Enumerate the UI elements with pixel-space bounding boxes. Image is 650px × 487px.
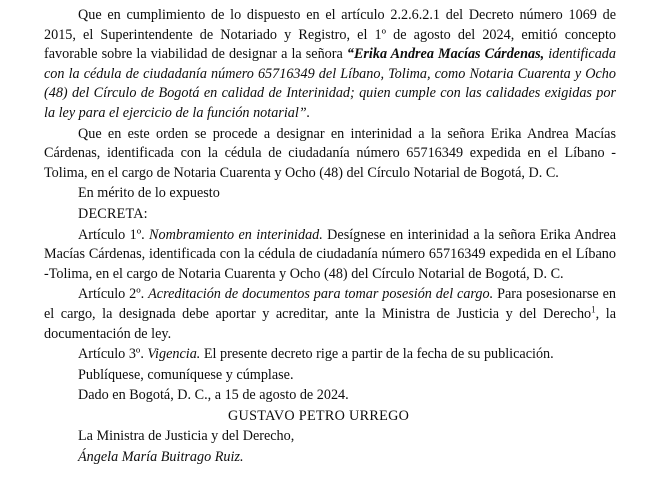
paragraph-merito: En mérito de lo expuesto: [78, 185, 220, 202]
minister-signature-name: Ángela María Buitrago Ruiz.: [78, 449, 244, 466]
minister-title: La Ministra de Justicia y del Derecho,: [78, 428, 295, 445]
heading-decreta: DECRETA:: [78, 205, 148, 222]
article-1: Artículo 1º. Nombramiento en interinidad. Desígnese en interinidad a la señora Erika Andrea Macías Cárdenas, identificada con la cédula de ciudadanía número 65716349 expedida en el Líbano -Tolima, en el cargo de Notaria Cuarenta y Ocho (48) del Círculo Notarial de Bogotá, D. C.: [44, 226, 616, 282]
article-3: Artículo 3º. Vigencia. El presente decreto rige a partir de la fecha de su publicación.: [78, 346, 554, 363]
paragraph-orden: Que en este orden se procede a designar en interinidad a la señora Erika Andrea Macías Cárdenas, identificada con la cédula de ciudadanía número 65716349 expedida en el Líbano - Tolima, en el cargo de Notaria Cuarenta y Ocho (48) del Círculo Notarial de Bogotá, D. C.: [44, 125, 616, 181]
paragraph-dado: Dado en Bogotá, D. C., a 15 de agosto de 2024.: [78, 387, 349, 404]
article-2: Artículo 2º. Acreditación de documentos para tomar posesión del cargo. Para posesionarse en el cargo, la designada debe aportar y acreditar, ante la Ministra de Justicia y del Derecho$^1$, la documentación de ley.: [44, 286, 616, 342]
paragraph-cumplimiento: Que en cumplimiento de lo dispuesto en el artículo 2.2.6.2.1 del Decreto número 1069 de 2015, el Superintendente de Notariado y Registro, el 1º de agosto del 2024, emitió concepto favorable sobre la viabilidad de designar a la señora “Erika Andrea Macías Cárdenas, identificada con la cédula de ciudadanía número 65716349 del Líbano, Tolima, como Notaria Cuarenta y Ocho (48) del Círculo de Bogotá en calidad de Interinidad; quien cumple con las calidades exigidas por la ley para el ejercicio de la función notarial”.: [44, 7, 616, 121]
paragraph-publiquese: Publíquese, comuníquese y cúmplase.: [78, 366, 294, 383]
signature-president: GUSTAVO PETRO URREGO: [228, 407, 410, 424]
